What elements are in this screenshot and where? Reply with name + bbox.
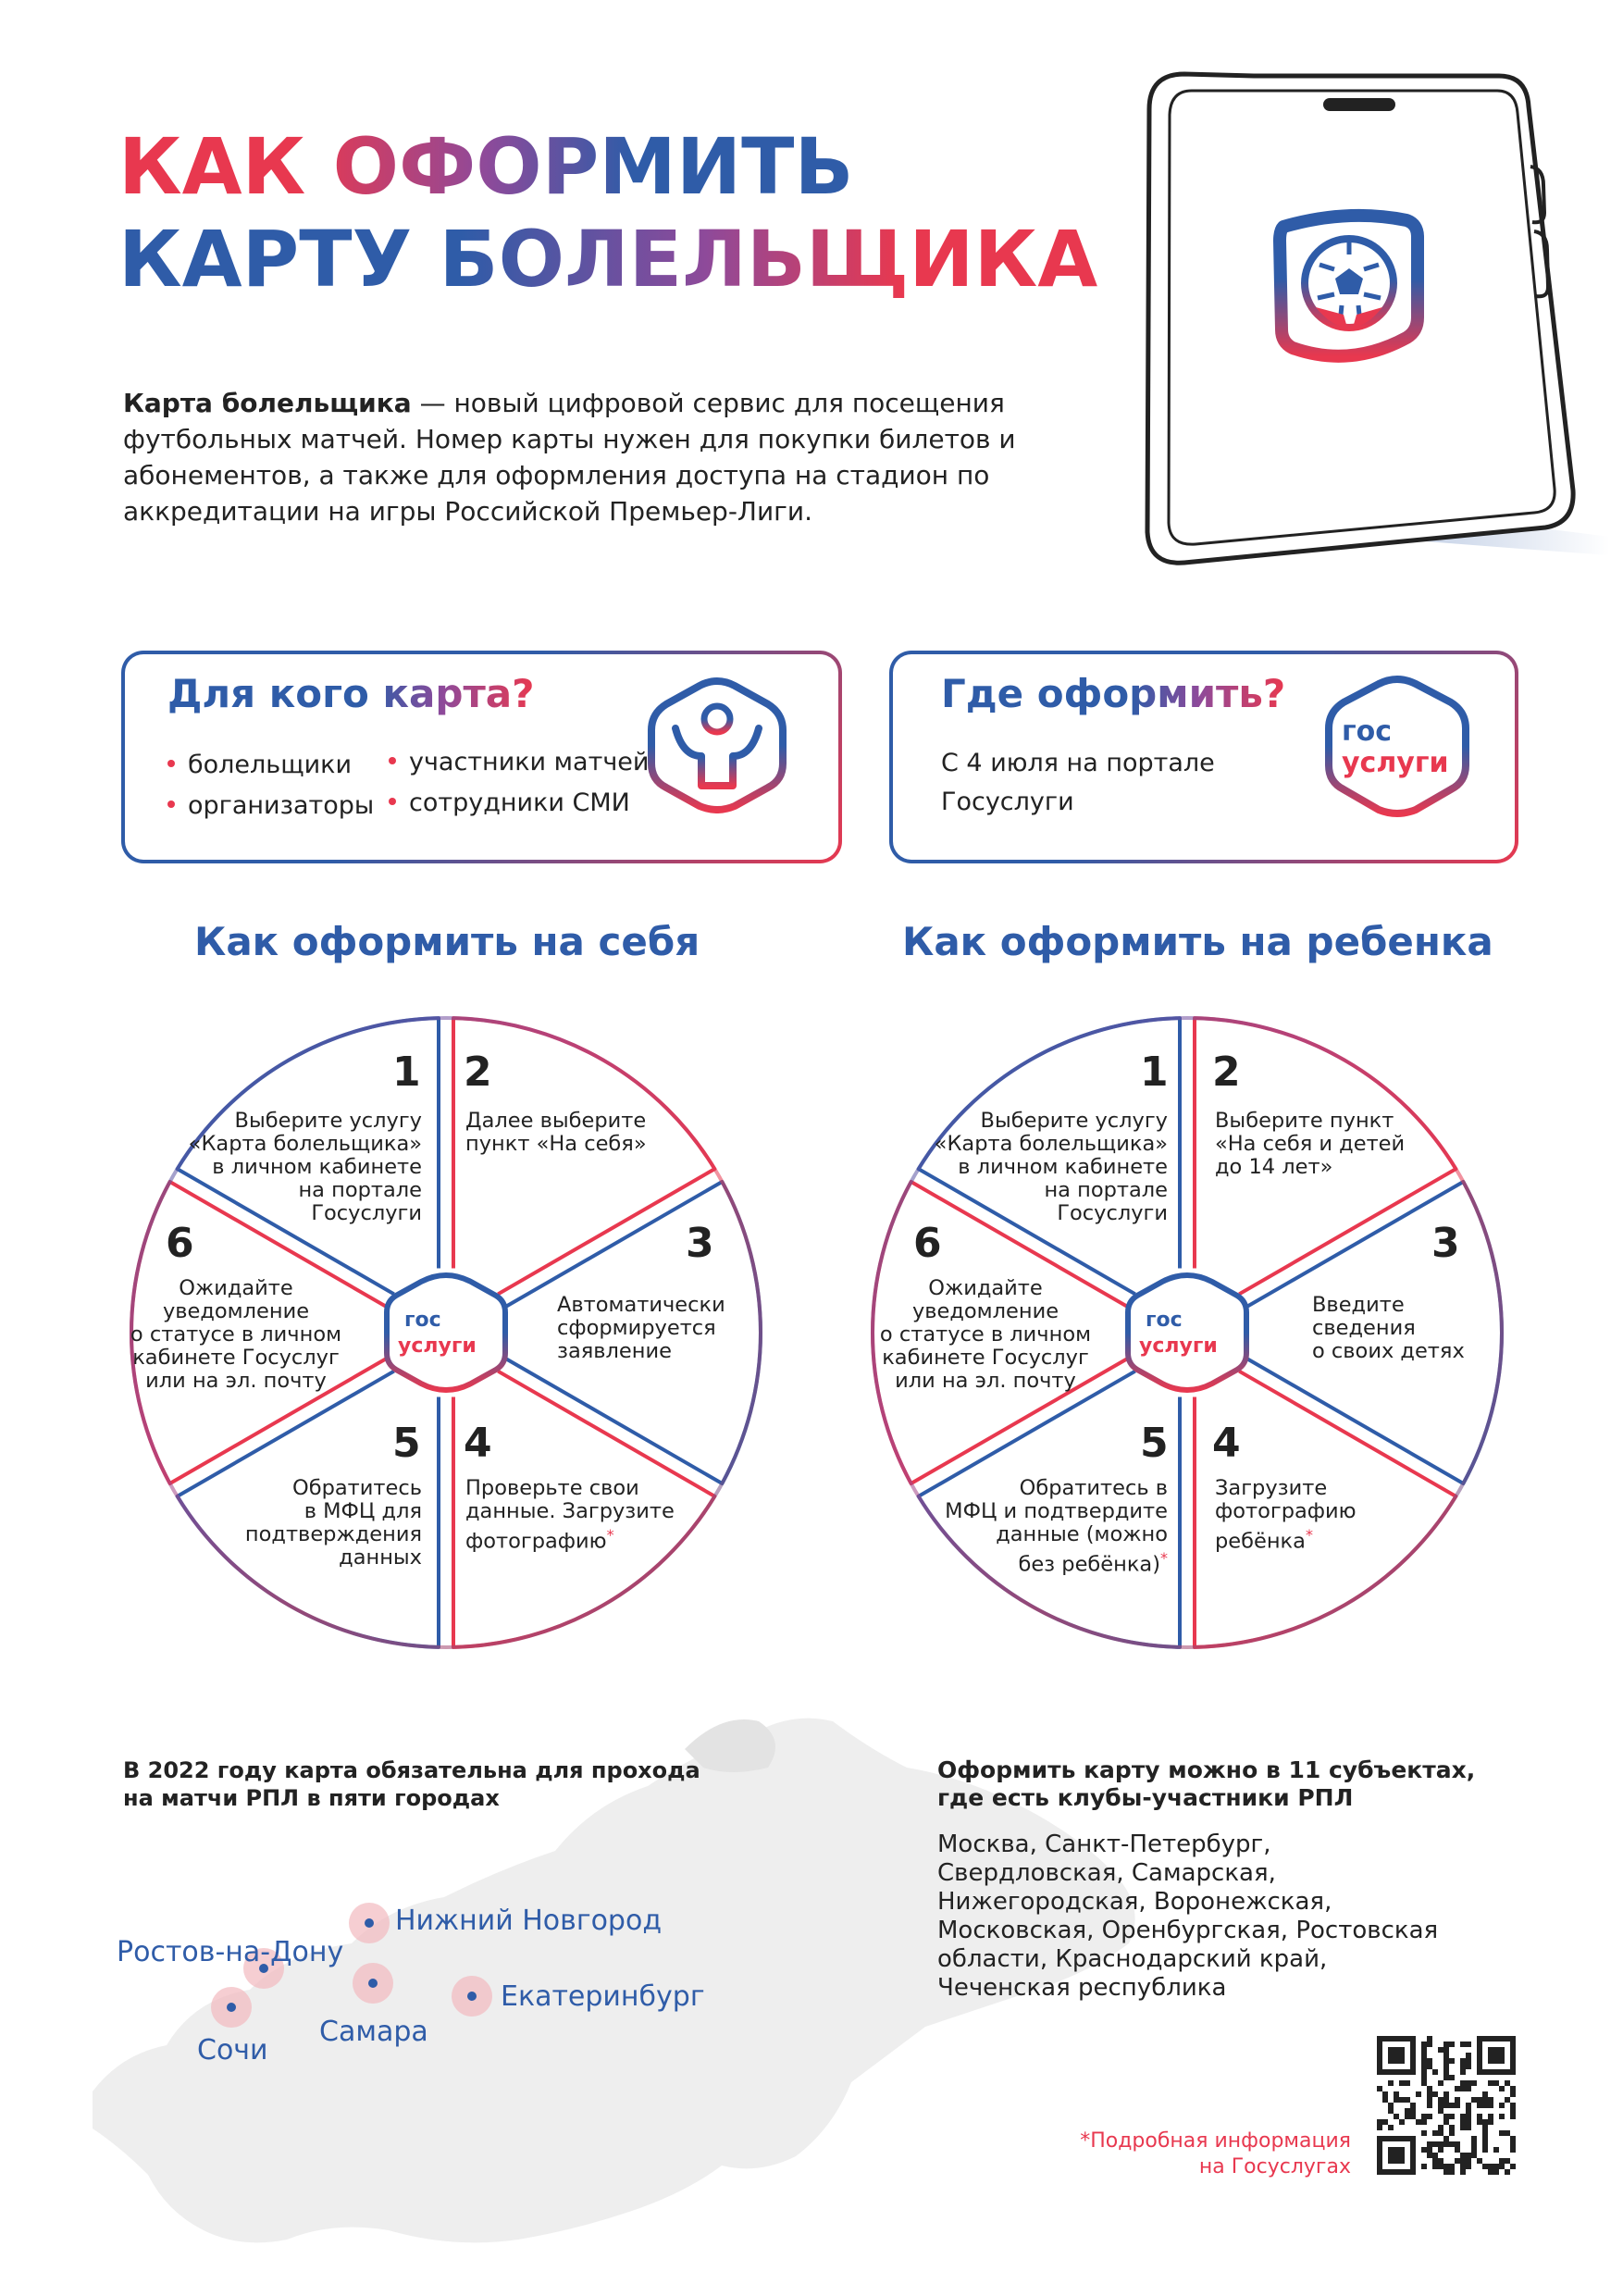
city-label-samara: Самара — [319, 2016, 428, 2048]
who-item-players: участники матчей — [389, 747, 649, 778]
child-step-5-number: 5 — [1140, 1420, 1169, 1467]
child-step-4-label: Загрузите фотографию ребёнка — [1215, 1476, 1357, 1554]
marker-ekaterinburg — [452, 1976, 492, 2017]
child-step-5-asterisk: * — [1160, 1549, 1168, 1567]
child-step-2-number: 2 — [1212, 1049, 1241, 1096]
child-section-title: Как оформить на ребенка — [902, 919, 1493, 964]
child-step-4-asterisk: * — [1305, 1526, 1313, 1544]
child-step-3-text: Введите сведения о своих детях — [1312, 1293, 1465, 1363]
city-label-rostov: Ростов-на-Дону — [117, 1936, 344, 1968]
marker-sochi — [211, 1987, 252, 2028]
city-label-ekaterinburg: Екатеринбург — [501, 1980, 705, 2013]
self-step-1-text: Выберите услугу «Карта болельщика» в личном кабинете на портале Госуслуги — [188, 1109, 422, 1225]
qr-note-line-2: на Госуслугах — [1198, 2155, 1351, 2178]
intro-text: — новый цифровой сервис для посещения футбольных матчей. Номер карты нужен для покупки билетов и абонементов, а также для оформления доступа на стадион по аккредитации на игры Российской Премьер-Лиги. — [123, 388, 1016, 527]
child-center-uslugi: услуги — [1139, 1334, 1218, 1358]
logo-text-uslugi: услуги — [1342, 747, 1449, 779]
city-label-nizhny-novgorod: Нижний Новгород — [395, 1905, 663, 1937]
child-step-3-number: 3 — [1431, 1220, 1460, 1267]
self-step-6-number: 6 — [166, 1220, 194, 1267]
self-step-4-number: 4 — [464, 1420, 492, 1467]
who-item-organizers: организаторы — [167, 790, 374, 822]
child-step-1-text: Выберите услугу «Карта болельщика» в личном кабинете на портале Госуслуги — [934, 1109, 1168, 1225]
regions-list: Москва, Санкт-Петербург, Свердловская, Самарская, Нижегородская, Воронежская, Московская, Оренбургская, Ростовская области, Краснодарский край, Чеченская республика — [937, 1831, 1439, 2002]
self-step-4-asterisk: * — [606, 1526, 614, 1544]
self-section-title: Как оформить на себя — [194, 919, 700, 964]
self-center-gos: гос — [404, 1309, 441, 1332]
self-step-5-number: 5 — [392, 1420, 421, 1467]
self-step-1-number: 1 — [392, 1049, 421, 1096]
self-step-3-text: Автоматически сформируется заявление — [557, 1293, 725, 1363]
who-item-fans: болельщики — [167, 750, 352, 781]
where-text: С 4 июля на портале Госуслуги — [941, 749, 1215, 816]
qr-note — [1055, 2128, 1351, 2180]
who-title: Для кого карта? — [167, 671, 535, 716]
self-step-4-label: Проверьте свои данные. Загрузите фотографию — [465, 1476, 675, 1554]
logo-text-gos: гос — [1342, 715, 1393, 748]
who-item-press: сотрудники СМИ — [389, 788, 630, 819]
child-step-5-label: Обратитесь в МФЦ и подтвердите данные (можно без ребёнка) — [945, 1476, 1168, 1577]
self-step-5-text: Обратитесь в МФЦ для подтверждения данных — [244, 1476, 422, 1570]
child-center-gos: гос — [1146, 1309, 1183, 1332]
self-step-3-number: 3 — [686, 1220, 714, 1267]
child-step-2-text: Выберите пункт «На себя и детей до 14 лет» — [1215, 1109, 1406, 1179]
regions-title: Оформить карту можно в 11 субъектах, где есть клубы-участники РПЛ — [937, 1756, 1476, 1811]
child-step-6-number: 6 — [913, 1220, 942, 1267]
intro-bold-term: Карта болельщика — [123, 388, 412, 418]
child-step-1-number: 1 — [1140, 1049, 1169, 1096]
qr-code[interactable] — [1375, 2034, 1518, 2177]
title-line-1: КАК ОФОРМИТЬ — [118, 121, 854, 212]
self-step-2-number: 2 — [464, 1049, 492, 1096]
qr-note-line-1: *Подробная информация — [1080, 2129, 1351, 2153]
marker-nizhny-novgorod — [349, 1903, 390, 1943]
child-step-4-number: 4 — [1212, 1420, 1241, 1467]
self-step-2-text: Далее выберите пункт «На себя» — [465, 1109, 647, 1156]
city-label-sochi: Сочи — [197, 2034, 268, 2066]
title-line-2: КАРТУ БОЛЕЛЬЩИКА — [118, 214, 1098, 304]
child-step-6-text: Ожидайте уведомление о статусе в личном кабинете Госуслуг или на эл. почту — [879, 1276, 1092, 1393]
self-step-6-text: Ожидайте уведомление о статусе в личном кабинете Госуслуг или на эл. почту — [130, 1276, 342, 1393]
map-note: В 2022 году карта обязательна для прохода на матчи РПЛ в пяти городах — [123, 1757, 700, 1811]
where-title: Где оформить? — [941, 671, 1286, 716]
self-center-uslugi: услуги — [398, 1334, 477, 1358]
marker-samara — [353, 1963, 393, 2004]
